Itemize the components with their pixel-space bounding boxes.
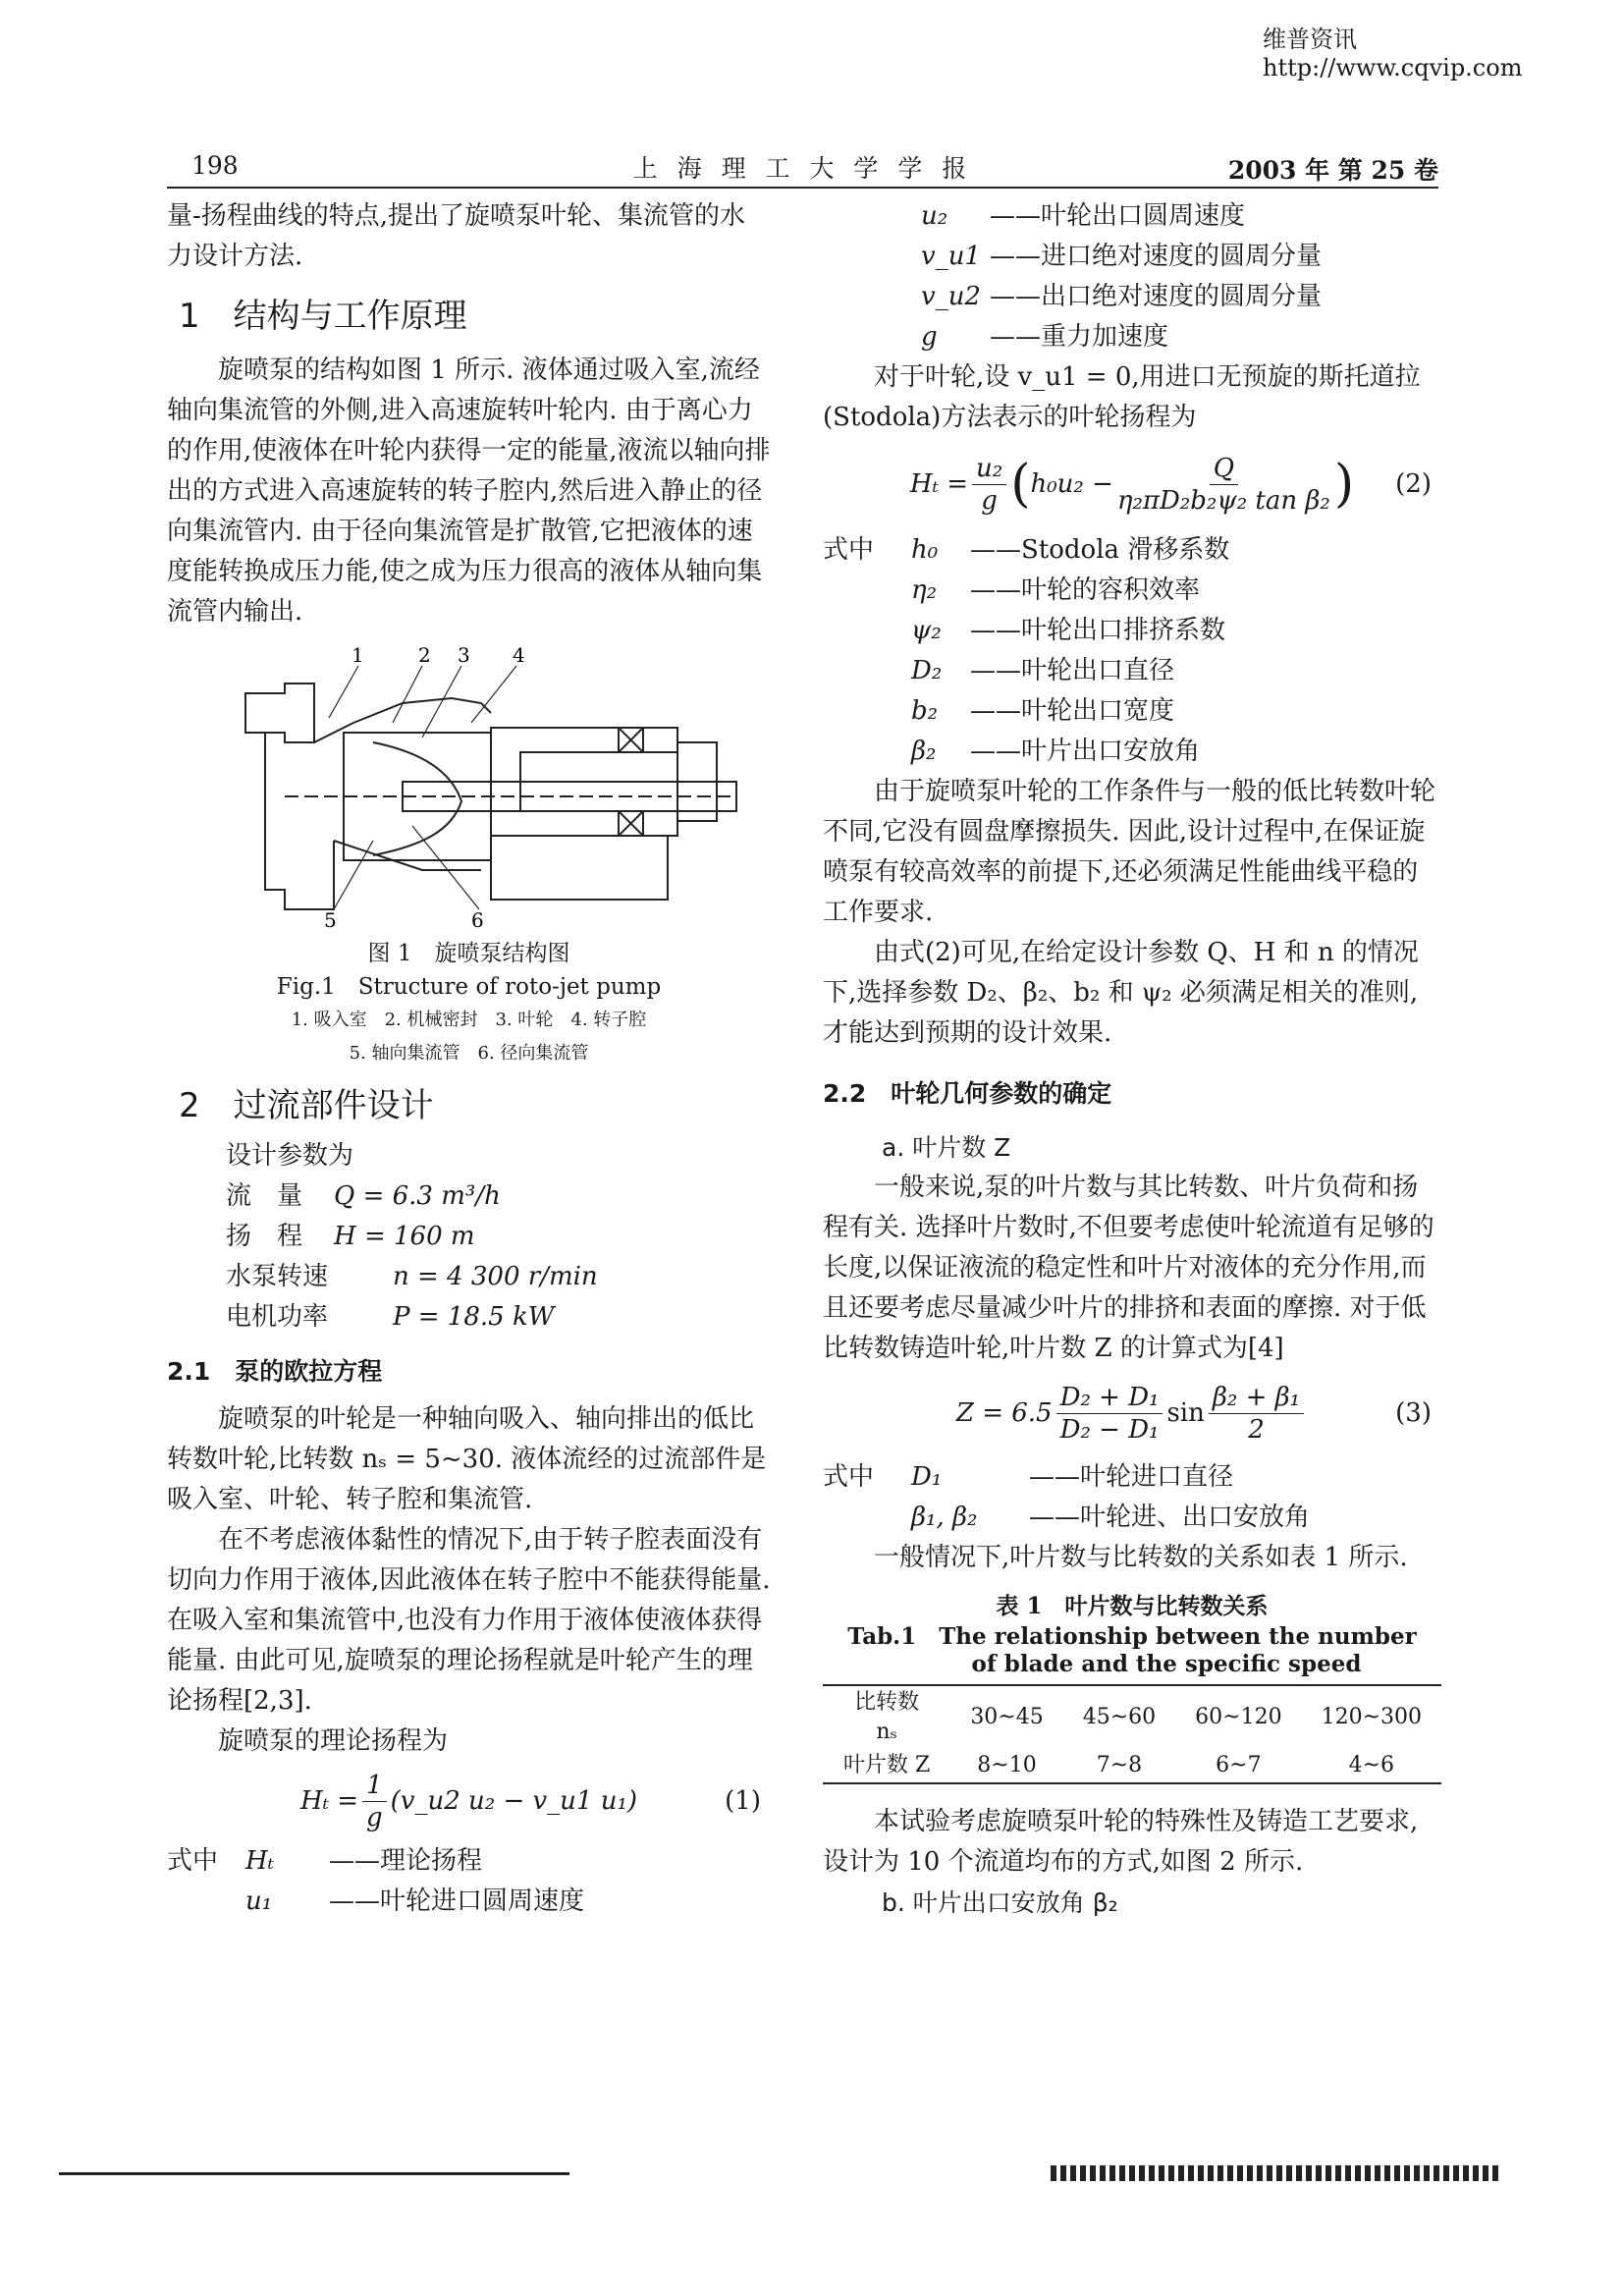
eq-den: g [981, 485, 998, 516]
figure-caption-cn: 图 1 旋喷泵结构图 [367, 941, 570, 966]
right-column [823, 196, 1441, 1923]
figure-label: 1 [352, 644, 364, 667]
symbol-row: 式中 D₁ ——叶轮进口直径 [823, 1462, 1234, 1492]
left-column [167, 196, 771, 1922]
eq-num: Q [1210, 453, 1238, 485]
symbol-row: u₁ ——叶轮进口圆周速度 [245, 1886, 585, 1916]
journal-name: 上 海 理 工 大 学 学 报 [632, 154, 973, 183]
paragraph: 由于旋喷泵叶轮的工作条件与一般的低比转数叶轮不同,它没有圆盘摩擦损失. 因此,设计过程中,在保证旋喷泵有较高效率的前提下,还必须满足性能曲线平稳的工作要求. [823, 777, 1436, 927]
table-cell: 4~6 [1302, 1749, 1441, 1783]
running-header [167, 147, 1438, 189]
paragraph: 在不考虑液体黏性的情况下,由于转子腔表面没有切向力作用于液体,因此液体在转子腔中不能获得能量. 在吸入室和集流管中,也没有力作用于液体使液体获得能量. 由此可见,旋喷泵的理论扬程就是叶轮产生的理论扬程[2,3]. [167, 1525, 771, 1716]
figure-label: 5 [324, 908, 337, 929]
param-row: 水泵转速 n = 4 300 r/min [226, 1262, 598, 1291]
param-row: 电机功率 P = 18.5 kW [226, 1302, 555, 1332]
paragraph: 本试验考虑旋喷泵叶轮的特殊性及铸造工艺要求,设计为 10 个流道均布的方式,如图 2 所示. [823, 1807, 1419, 1877]
symbol-row: v_u2 ——出口绝对速度的圆周分量 [921, 282, 1323, 311]
symbol-row: g ——重力加速度 [921, 322, 1169, 352]
subsection-heading: 2.2 叶轮几何参数的确定 [823, 1079, 1112, 1108]
eq-num: β₂ + β₁ [1209, 1382, 1304, 1414]
eq-func: sin [1166, 1397, 1205, 1428]
figure-legend: 5. 轴向集流管 6. 径向集流管 [349, 1043, 589, 1064]
eq-lhs: Hₜ = [909, 468, 969, 499]
eq-num: u₂ [972, 453, 1006, 485]
symbol-row: u₂ ——叶轮出口圆周速度 [921, 201, 1246, 231]
watermark: 维普资讯 http://www.cqvip.com [1263, 26, 1523, 82]
equation-3 [823, 1377, 1441, 1449]
eq-lhs: Hₜ = [299, 1786, 359, 1816]
table-cell: 比转数 nₛ [823, 1685, 950, 1749]
paragraph: 对于叶轮,设 v_u1 = 0,用进口无预旋的斯托道拉(Stodola)方法表示的叶轮扬程为 [823, 362, 1421, 432]
subsection-heading: 2.1 泵的欧拉方程 [167, 1357, 383, 1386]
eq-den: g [366, 1803, 383, 1832]
volume-info: 2003 年 第 25 卷 [1227, 156, 1438, 185]
paragraph: 旋喷泵的理论扬程为 [218, 1726, 449, 1756]
paren-left: ( [1010, 454, 1031, 514]
figure-label: 3 [458, 644, 470, 667]
scan-artifact-barcode [1051, 2165, 1502, 2181]
table-row [823, 1685, 1441, 1749]
eq-rhs: (v_u2 u₂ − v_u1 u₁) [390, 1786, 638, 1816]
symbol-row: D₂ ——叶轮出口直径 [911, 656, 1175, 685]
eq-den: D₂ − D₁ [1059, 1414, 1160, 1445]
paragraph: 一般来说,泵的叶片数与其比转数、叶片负荷和扬程有关. 选择叶片数时,不但要考虑使叶轮流道有足够的长度,以保证液流的稳定性和叶片对液体的充分作用,而且还要考虑尽量减少叶片的排挤和表面的摩擦. 对于低比转数铸造叶轮,叶片数 Z 的计算式为[4] [823, 1173, 1434, 1363]
symbol-row: 式中 Hₜ ——理论扬程 [167, 1846, 483, 1876]
table-cell: 8~10 [950, 1749, 1062, 1783]
eq-num: D₂ + D₁ [1056, 1382, 1163, 1414]
figure-legend: 1. 吸入室 2. 机械密封 3. 叶轮 4. 转子腔 [291, 1010, 647, 1030]
eq-term: h₀u₂ − [1030, 468, 1113, 499]
page-number: 198 [191, 151, 239, 180]
symbol-row: η₂ ——叶轮的容积效率 [911, 575, 1201, 605]
table-caption-en: of blade and the specific speed [971, 1651, 1362, 1677]
equation-number: (1) [725, 1786, 761, 1816]
table-cell: 7~8 [1063, 1749, 1175, 1783]
figure-label: 6 [471, 908, 484, 929]
table-row [823, 1749, 1441, 1783]
param-row: 扬 程 H = 160 m [226, 1222, 475, 1251]
table-cell: 45~60 [1063, 1685, 1175, 1749]
param-row: 流 量 Q = 6.3 m³/h [226, 1181, 501, 1211]
symbol-row: β₂ ——叶片出口安放角 [911, 737, 1201, 766]
section-heading: 1 结构与工作原理 [179, 297, 467, 336]
scan-artifact-line [59, 2172, 569, 2175]
eq-den: η₂πD₂b₂ψ₂ tan β₂ [1116, 485, 1330, 516]
paragraph: 旋喷泵的结构如图 1 所示. 液体通过吸入室,流经轴向集流管的外侧,进入高速旋转叶轮内. 由于离心力的作用,使液体在叶轮内获得一定的能量,液流以轴向排出的方式进入高速旋转的转子腔内,然后进入静止的径向集流管内. 由于径向集流管是扩散管,它把液体的速度能转换成压力能,使之成为压力很高的液体从轴向集流管内输出. [167, 355, 771, 627]
section-heading: 2 过流部件设计 [179, 1086, 434, 1125]
symbol-row: ψ₂ ——叶轮出口排挤系数 [911, 616, 1226, 645]
equation-2 [823, 448, 1441, 520]
symbol-row: 式中 h₀ ——Stodola 滑移系数 [823, 535, 1230, 565]
equation-number: (3) [1395, 1397, 1432, 1428]
paragraph: 由式(2)可见,在给定设计参数 Q、H 和 n 的情况下,选择参数 D₂、β₂、b₂ 和 ψ₂ 必须满足相关的准则,才能达到预期的设计效果. [823, 938, 1419, 1048]
symbol-row: b₂ ——叶轮出口宽度 [911, 696, 1175, 726]
table-1 [823, 1684, 1441, 1784]
paren-right: ) [1333, 454, 1355, 514]
sub-item-heading: a. 叶片数 Z [882, 1133, 1011, 1162]
table-caption-cn: 表 1 叶片数与比转数关系 [996, 1593, 1269, 1619]
symbol-row: v_u1 ——进口绝对速度的圆周分量 [921, 242, 1323, 271]
pump-structure-drawing [226, 644, 776, 929]
figure-caption-en: Fig.1 Structure of roto-jet pump [276, 974, 662, 1000]
table-cell: 6~7 [1175, 1749, 1301, 1783]
table-cell: 30~45 [950, 1685, 1062, 1749]
eq-lhs: Z = 6.5 [955, 1397, 1053, 1428]
table-cell: 60~120 [1175, 1685, 1301, 1749]
equation-1 [167, 1770, 771, 1833]
eq-num: 1 [362, 1770, 387, 1802]
figure-1 [226, 644, 776, 929]
equation-number: (2) [1395, 468, 1432, 499]
table-cell: 叶片数 Z [823, 1749, 950, 1783]
symbol-row: β₁, β₂ ——叶轮进、出口安放角 [911, 1503, 1311, 1532]
paragraph: 量-扬程曲线的特点,提出了旋喷泵叶轮、集流管的水力设计方法. [167, 201, 746, 271]
paragraph: 旋喷泵的叶轮是一种轴向吸入、轴向排出的低比转数叶轮,比转数 nₛ = 5~30. 液体流经的过流部件是吸入室、叶轮、转子腔和集流管. [167, 1404, 767, 1514]
params-title: 设计参数为 [226, 1141, 354, 1171]
paragraph: 一般情况下,叶片数与比转数的关系如表 1 所示. [874, 1543, 1408, 1572]
table-caption-en: Tab.1 The relationship between the number [847, 1623, 1417, 1650]
figure-label: 2 [418, 644, 431, 667]
table-cell: 120~300 [1302, 1685, 1441, 1749]
eq-den: 2 [1248, 1414, 1265, 1445]
figure-label: 4 [513, 644, 525, 667]
sub-item-heading: b. 叶片出口安放角 β₂ [882, 1888, 1118, 1917]
